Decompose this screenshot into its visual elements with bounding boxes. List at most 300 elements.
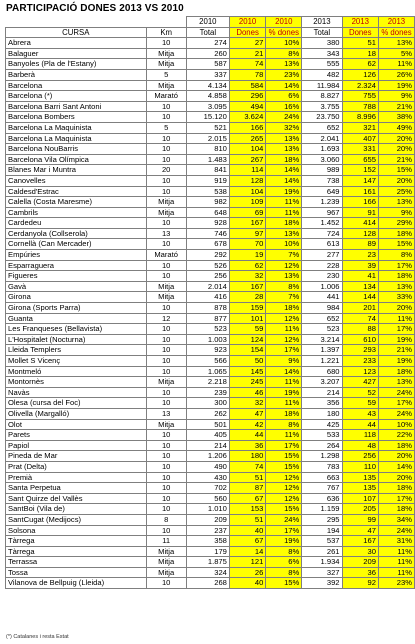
table-cell: 268: [186, 578, 229, 589]
table-cell: 49%: [378, 122, 414, 133]
table-cell: 20%: [378, 175, 414, 186]
table-cell: 10: [146, 334, 186, 345]
table-cell: 17%: [378, 260, 414, 271]
table-cell: 10: [146, 154, 186, 165]
table-cell: 746: [186, 228, 229, 239]
table-cell: 327: [302, 567, 342, 578]
table-cell: 153: [229, 504, 265, 515]
header-cell: Total: [302, 27, 342, 38]
table-row: [6, 91, 415, 102]
table-cell: Prat (Delta): [6, 461, 147, 472]
table-cell: 680: [302, 366, 342, 377]
table-cell: 18%: [266, 218, 302, 229]
table-cell: 12%: [266, 493, 302, 504]
table-row: [6, 69, 415, 80]
table-cell: 209: [342, 557, 378, 568]
table-cell: 10: [146, 525, 186, 536]
table-cell: Girona (Sports Parra): [6, 303, 147, 314]
table-cell: 810: [186, 144, 229, 155]
table-cell: 4.134: [186, 80, 229, 91]
table-cell: 20%: [378, 133, 414, 144]
table-cell: 18%: [378, 228, 414, 239]
table-row: [6, 101, 415, 112]
table-cell: 2.015: [186, 133, 229, 144]
table-cell: 427: [342, 377, 378, 388]
table-cell: 167: [342, 536, 378, 547]
table-cell: 205: [342, 504, 378, 515]
table-cell: Barcelona Bombers: [6, 112, 147, 123]
table-row: [6, 197, 415, 208]
table-row: [6, 122, 415, 133]
table-cell: 92: [342, 578, 378, 589]
table-cell: 702: [186, 483, 229, 494]
table-cell: 17%: [378, 398, 414, 409]
table-cell: 265: [229, 133, 265, 144]
table-cell: Girona: [6, 292, 147, 303]
table-cell: 147: [342, 175, 378, 186]
table-cell: 44: [229, 430, 265, 441]
table-row: [6, 260, 415, 271]
table-cell: Banyoles (Pla de l'Estany): [6, 59, 147, 70]
table-cell: 23: [342, 250, 378, 261]
table-cell: 526: [186, 260, 229, 271]
table-cell: 233: [342, 356, 378, 367]
table-cell: 13: [146, 408, 186, 419]
table-cell: 159: [229, 303, 265, 314]
table-cell: 10: [146, 387, 186, 398]
table-row: [6, 144, 415, 155]
table-cell: 296: [229, 91, 265, 102]
table-cell: Terrassa: [6, 557, 147, 568]
table-cell: Lleida Templers: [6, 345, 147, 356]
table-cell: 490: [186, 461, 229, 472]
table-cell: 214: [302, 387, 342, 398]
page-title: PARTICIPACIÓ DONES 2013 VS 2010: [6, 3, 184, 14]
table-cell: 767: [302, 483, 342, 494]
table-cell: 209: [186, 514, 229, 525]
table-cell: 33%: [378, 292, 414, 303]
table-cell: 533: [302, 430, 342, 441]
table-cell: 59: [229, 324, 265, 335]
table-cell: 262: [186, 408, 229, 419]
table-cell: 4.858: [186, 91, 229, 102]
table-cell: 7%: [266, 292, 302, 303]
table-cell: 18%: [266, 408, 302, 419]
table-cell: 50: [229, 356, 265, 367]
table-cell: 1.483: [186, 154, 229, 165]
table-cell: 648: [186, 207, 229, 218]
participation-table: [5, 16, 415, 589]
table-cell: SantBoi (Vila de): [6, 504, 147, 515]
table-cell: 649: [302, 186, 342, 197]
table-cell: 20%: [378, 303, 414, 314]
table-cell: 482: [302, 69, 342, 80]
table-cell: Mitja: [146, 567, 186, 578]
table-cell: 441: [302, 292, 342, 303]
table-row: [6, 334, 415, 345]
table-cell: 13%: [266, 228, 302, 239]
table-cell: 118: [342, 430, 378, 441]
table-cell: 12%: [266, 483, 302, 494]
table-cell: 1.397: [302, 345, 342, 356]
table-cell: 245: [229, 377, 265, 388]
table-cell: 8.827: [302, 91, 342, 102]
table-cell: 405: [186, 430, 229, 441]
table-cell: 538: [186, 186, 229, 197]
table-cell: 261: [302, 546, 342, 557]
table-cell: 230: [302, 271, 342, 282]
table-cell: 13%: [266, 133, 302, 144]
table-cell: 10: [146, 430, 186, 441]
table-cell: 15%: [266, 451, 302, 462]
table-cell: 10: [146, 38, 186, 49]
table-cell: 19%: [266, 536, 302, 547]
table-cell: 18%: [266, 303, 302, 314]
table-cell: 89: [342, 239, 378, 250]
table-cell: 1.003: [186, 334, 229, 345]
table-cell: 1.693: [302, 144, 342, 155]
table-cell: 9%: [378, 91, 414, 102]
table-row: [6, 165, 415, 176]
table-cell: 560: [186, 493, 229, 504]
table-cell: 20%: [378, 451, 414, 462]
table-cell: 12%: [266, 334, 302, 345]
table-cell: 1.159: [302, 504, 342, 515]
table-cell: 738: [302, 175, 342, 186]
table-cell: Navàs: [6, 387, 147, 398]
header-cell: 2013: [342, 17, 378, 28]
table-cell: 923: [186, 345, 229, 356]
table-cell: 27: [229, 38, 265, 49]
table-cell: Barcelona La Maquinista: [6, 122, 147, 133]
table-cell: 21%: [378, 101, 414, 112]
table-cell: 19%: [378, 80, 414, 91]
table-cell: 40: [229, 525, 265, 536]
table-cell: 19%: [266, 387, 302, 398]
table-cell: 15%: [266, 461, 302, 472]
table-cell: 337: [186, 69, 229, 80]
table-cell: 300: [186, 398, 229, 409]
table-cell: 11%: [266, 430, 302, 441]
table-cell: 74: [229, 59, 265, 70]
table-cell: 8.996: [342, 112, 378, 123]
table-cell: 293: [342, 345, 378, 356]
table-cell: 10: [146, 451, 186, 462]
table-row: [6, 345, 415, 356]
table-row: [6, 356, 415, 367]
table-cell: 29%: [378, 218, 414, 229]
header-row: [6, 27, 415, 38]
table-cell: Montornès: [6, 377, 147, 388]
table-cell: 788: [342, 101, 378, 112]
table-cell: 74: [342, 313, 378, 324]
table-row: [6, 281, 415, 292]
table-cell: Balaguer: [6, 48, 147, 59]
table-cell: 28: [229, 292, 265, 303]
header-cell: [6, 17, 147, 28]
table-cell: 145: [229, 366, 265, 377]
table-cell: Parets: [6, 430, 147, 441]
table-cell: 358: [186, 536, 229, 547]
table-cell: 256: [342, 451, 378, 462]
table-cell: 67: [229, 536, 265, 547]
table-cell: 13: [146, 228, 186, 239]
table-row: [6, 461, 415, 472]
table-cell: 24%: [378, 387, 414, 398]
table-cell: 1.298: [302, 451, 342, 462]
table-cell: 11: [146, 536, 186, 547]
table-cell: 123: [342, 366, 378, 377]
table-cell: 2.014: [186, 281, 229, 292]
table-cell: 8%: [266, 419, 302, 430]
table-cell: Mitja: [146, 197, 186, 208]
table-cell: 555: [302, 59, 342, 70]
table-cell: 10: [146, 472, 186, 483]
table-cell: 15%: [266, 578, 302, 589]
table-row: [6, 504, 415, 515]
table-cell: 109: [229, 197, 265, 208]
table-cell: 67: [229, 493, 265, 504]
table-cell: 356: [302, 398, 342, 409]
table-cell: 18%: [266, 154, 302, 165]
table-cell: Calella (Costa Maresme): [6, 197, 147, 208]
table-cell: 10: [146, 175, 186, 186]
table-cell: Mollet S Vicenç: [6, 356, 147, 367]
table-row: [6, 419, 415, 430]
table-cell: 39: [342, 260, 378, 271]
table-cell: 11%: [378, 59, 414, 70]
table-cell: 755: [342, 91, 378, 102]
table-cell: 537: [302, 536, 342, 547]
table-cell: 104: [229, 144, 265, 155]
table-cell: 610: [342, 334, 378, 345]
table-cell: 11%: [378, 557, 414, 568]
table-cell: 32: [229, 271, 265, 282]
table-cell: 180: [302, 408, 342, 419]
table-cell: 43: [342, 408, 378, 419]
table-cell: Caldesd'Estrac: [6, 186, 147, 197]
table-cell: 10: [146, 366, 186, 377]
table-cell: 180: [229, 451, 265, 462]
table-cell: 36: [229, 440, 265, 451]
table-cell: 17%: [266, 440, 302, 451]
table-row: [6, 271, 415, 282]
table-row: [6, 313, 415, 324]
table-cell: 584: [229, 80, 265, 91]
table-cell: 22%: [378, 430, 414, 441]
table-cell: 167: [229, 281, 265, 292]
table-cell: 21: [229, 48, 265, 59]
table-row: [6, 567, 415, 578]
table-cell: 8%: [378, 250, 414, 261]
table-cell: 10: [146, 356, 186, 367]
table-cell: Barcelona NouBarris: [6, 144, 147, 155]
table-cell: 3.095: [186, 101, 229, 112]
table-cell: 15%: [378, 165, 414, 176]
table-cell: 10: [146, 398, 186, 409]
table-cell: 23.750: [302, 112, 342, 123]
table-cell: 18%: [378, 271, 414, 282]
table-cell: 166: [342, 197, 378, 208]
table-cell: Tossa: [6, 567, 147, 578]
table-cell: 10: [146, 260, 186, 271]
table-cell: Solsona: [6, 525, 147, 536]
table-cell: 10: [146, 218, 186, 229]
table-cell: 47: [229, 408, 265, 419]
header-cell: 2013: [302, 17, 342, 28]
table-cell: 17%: [266, 345, 302, 356]
table-cell: 523: [302, 324, 342, 335]
table-cell: 343: [302, 48, 342, 59]
table-cell: 88: [342, 324, 378, 335]
table-cell: 12: [146, 313, 186, 324]
header-cell: 2010: [266, 17, 302, 28]
table-cell: 15%: [378, 239, 414, 250]
table-cell: 26: [229, 567, 265, 578]
table-cell: 521: [186, 122, 229, 133]
table-cell: Mitja: [146, 546, 186, 557]
table-row: [6, 536, 415, 547]
table-cell: 228: [302, 260, 342, 271]
table-row: [6, 133, 415, 144]
table-cell: Cerdanyola (Collserola): [6, 228, 147, 239]
table-cell: 10: [146, 461, 186, 472]
table-cell: 5: [146, 69, 186, 80]
table-row: [6, 175, 415, 186]
table-cell: 11%: [378, 546, 414, 557]
table-cell: 14%: [266, 80, 302, 91]
table-cell: Barcelona (*): [6, 91, 147, 102]
table-cell: 20: [146, 165, 186, 176]
table-cell: Cambrils: [6, 207, 147, 218]
table-row: [6, 80, 415, 91]
header-cell: % dones: [266, 27, 302, 38]
table-cell: 10%: [378, 419, 414, 430]
table-cell: 919: [186, 175, 229, 186]
header-cell: Dones: [342, 27, 378, 38]
table-cell: 2.041: [302, 133, 342, 144]
table-cell: 46: [229, 387, 265, 398]
table-cell: 104: [229, 186, 265, 197]
table-cell: Guanta: [6, 313, 147, 324]
table-cell: 18: [342, 48, 378, 59]
table-cell: 51: [229, 472, 265, 483]
table-row: [6, 366, 415, 377]
table-cell: Mitja: [146, 292, 186, 303]
table-cell: Les Franqueses (Bellavista): [6, 324, 147, 335]
table-cell: 13%: [378, 377, 414, 388]
table-cell: 11%: [378, 567, 414, 578]
table-cell: 152: [342, 165, 378, 176]
table-cell: 321: [342, 122, 378, 133]
table-cell: 107: [342, 493, 378, 504]
table-cell: 10: [146, 578, 186, 589]
header-row: [6, 17, 415, 28]
table-cell: 11%: [266, 377, 302, 388]
table-cell: 17%: [378, 493, 414, 504]
table-cell: 260: [186, 48, 229, 59]
table-cell: Santa Perpetua: [6, 483, 147, 494]
table-cell: 10: [146, 504, 186, 515]
table-cell: 392: [302, 578, 342, 589]
table-cell: 167: [229, 218, 265, 229]
table-cell: 11%: [266, 197, 302, 208]
table-cell: 8%: [266, 567, 302, 578]
table-cell: 928: [186, 218, 229, 229]
table-cell: Tàrrega: [6, 546, 147, 557]
table-cell: 1.006: [302, 281, 342, 292]
table-row: [6, 525, 415, 536]
table-cell: 40: [229, 578, 265, 589]
table-row: [6, 303, 415, 314]
table-row: [6, 377, 415, 388]
table-cell: 7%: [266, 250, 302, 261]
table-row: [6, 112, 415, 123]
table-cell: 18%: [378, 483, 414, 494]
table-cell: 135: [342, 483, 378, 494]
table-cell: Barcelona Barri Sant Antoni: [6, 101, 147, 112]
table-cell: 13%: [266, 59, 302, 70]
table-cell: 613: [302, 239, 342, 250]
table-cell: 62: [229, 260, 265, 271]
table-cell: 99: [342, 514, 378, 525]
table-cell: 26%: [378, 69, 414, 80]
table-cell: L'Hospitalet (Nocturna): [6, 334, 147, 345]
table-row: [6, 398, 415, 409]
table-cell: Mitja: [146, 59, 186, 70]
table-cell: 24%: [378, 525, 414, 536]
table-cell: 6%: [266, 557, 302, 568]
table-cell: 21%: [378, 154, 414, 165]
table-cell: 30: [342, 546, 378, 557]
table-cell: 128: [342, 228, 378, 239]
table-cell: Barberà: [6, 69, 147, 80]
table-cell: Barcelona Vila Olímpica: [6, 154, 147, 165]
table-cell: 14: [229, 546, 265, 557]
table-cell: Barcelona: [6, 80, 147, 91]
table-cell: Mitja: [146, 557, 186, 568]
table-cell: 566: [186, 356, 229, 367]
table-cell: 274: [186, 38, 229, 49]
table-cell: Abrera: [6, 38, 147, 49]
table-cell: 982: [186, 197, 229, 208]
table-cell: 10: [146, 101, 186, 112]
table-row: [6, 451, 415, 462]
header-cell: CURSA: [6, 27, 147, 38]
table-cell: 13%: [378, 38, 414, 49]
table-cell: 19%: [378, 334, 414, 345]
table-cell: 32: [229, 398, 265, 409]
table-cell: 179: [186, 546, 229, 557]
table-row: [6, 292, 415, 303]
table-row: [6, 557, 415, 568]
table-cell: 292: [186, 250, 229, 261]
table-row: [6, 154, 415, 165]
table-cell: 8: [146, 514, 186, 525]
table-row: [6, 186, 415, 197]
table-cell: 11%: [378, 313, 414, 324]
table-cell: 9%: [266, 356, 302, 367]
table-cell: 25%: [378, 186, 414, 197]
table-row: [6, 514, 415, 525]
table-cell: 15.120: [186, 112, 229, 123]
table-cell: 36: [342, 567, 378, 578]
table-cell: 989: [302, 165, 342, 176]
table-cell: 3.207: [302, 377, 342, 388]
table-cell: Mitja: [146, 377, 186, 388]
table-cell: 6%: [266, 91, 302, 102]
table-cell: 110: [342, 461, 378, 472]
